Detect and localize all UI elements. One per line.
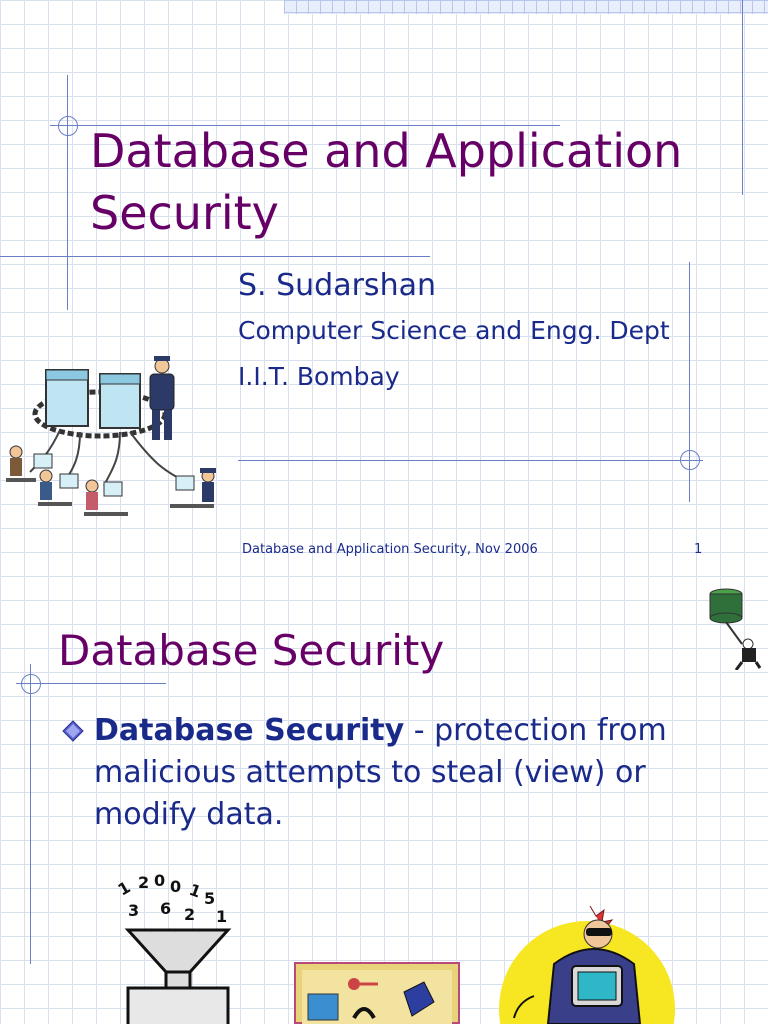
hacker-with-monitor-clipart — [494, 904, 680, 1024]
institute: I.I.T. Bombay — [238, 362, 400, 391]
svg-text:2: 2 — [184, 905, 196, 924]
slide-2 — [0, 574, 768, 1024]
database-thief-icon — [706, 586, 764, 670]
diamond-bullet-icon — [62, 720, 84, 742]
guide-ring — [21, 674, 41, 694]
svg-text:0: 0 — [170, 877, 182, 896]
slide-title: Database and Application Security — [90, 124, 683, 240]
svg-text:3: 3 — [128, 901, 140, 920]
guide-line — [0, 256, 430, 257]
svg-text:0: 0 — [154, 874, 166, 890]
guide-line — [742, 0, 743, 195]
bullet-item — [62, 710, 702, 836]
bullet-definition: - protection from malicious attempts to steal (view) or modify data. — [94, 713, 667, 832]
department: Computer Science and Engg. Dept — [238, 316, 670, 345]
guide-line — [67, 75, 68, 310]
svg-text:1: 1 — [186, 879, 204, 902]
svg-text:2: 2 — [138, 874, 150, 892]
guide-line — [238, 460, 703, 461]
guide-line — [30, 664, 31, 964]
author-name: S. Sudarshan — [238, 268, 436, 303]
bullet-term: Database Security — [94, 713, 405, 748]
data-funnel-computer-clipart — [108, 874, 244, 1024]
network-security-guard-clipart — [0, 352, 238, 542]
svg-text:1: 1 — [114, 877, 134, 900]
svg-text:1: 1 — [216, 907, 228, 926]
slide-footer: Database and Application Security, Nov 2006 — [242, 542, 538, 557]
svg-text:6: 6 — [160, 899, 172, 918]
svg-text:5: 5 — [204, 889, 216, 908]
slide-title: Database Security — [58, 626, 445, 675]
guide-ring — [58, 116, 78, 136]
security-poster-clipart — [294, 962, 460, 1024]
top-grid-band — [284, 0, 768, 14]
page-number: 1 — [694, 542, 703, 557]
guide-ring — [680, 450, 700, 470]
